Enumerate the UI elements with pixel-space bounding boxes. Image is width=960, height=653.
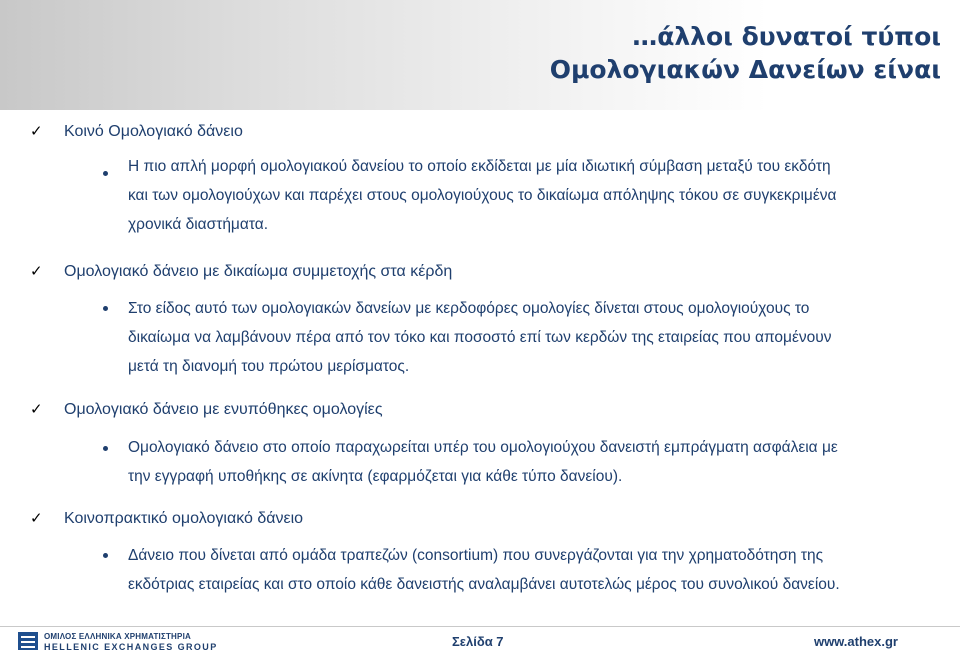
body-line: Δάνειο που δίνεται από ομάδα τραπεζών (consortium) που συνεργάζονται για την χρηματοδότηση της [128, 547, 824, 564]
page-number: Σελίδα 7 [452, 634, 504, 649]
body-line: μετά τη διανομή του πρώτου μερίσματος. [128, 358, 410, 375]
body-line: χρονικά διαστήματα. [128, 216, 268, 233]
checkmark-icon: ✓ [30, 262, 43, 280]
slide-title [550, 20, 941, 86]
title-line-1: …άλλοι δυνατοί τύποι [632, 22, 941, 51]
section-heading-text: Ομολογιακό δάνειο με ενυπόθηκες ομολογίες [64, 401, 383, 418]
body-line: Ομολογιακό δάνειο στο οποίο παραχωρείται υπέρ του ομολογιούχου δανειστή εμπράγματη ασφάλεια με [128, 439, 838, 456]
logo-text-english: HELLENIC EXCHANGES GROUP [44, 642, 218, 652]
bullet-icon [103, 306, 111, 314]
section-body [128, 152, 928, 239]
section-heading-common-bond-loan [30, 121, 930, 142]
section-heading-text: Κοινοπρακτικό ομολογιακό δάνειο [64, 510, 304, 527]
bullet-icon [103, 446, 111, 454]
bullet-icon [103, 171, 111, 179]
body-line: Στο είδος αυτό των ομολογιακών δανείων με κερδοφόρες ομολογίες δίνεται στους ομολογιούχους το [128, 300, 810, 317]
body-line: την εγγραφή υποθήκης σε ακίνητα (εφαρμόζεται για κάθε τύπο δανείου). [128, 468, 623, 485]
section-heading-text: Ομολογιακό δάνειο με δικαίωμα συμμετοχής στα κέρδη [64, 263, 453, 280]
section-body [128, 294, 928, 381]
bullet-icon [103, 553, 111, 561]
section-heading-mortgage-bonds [30, 399, 930, 420]
body-line: Η πιο απλή μορφή ομολογιακού δανείου το οποίο εκδίδεται με μία ιδιωτική σύμβαση μεταξύ του εκδότη [128, 158, 831, 175]
section-heading-profit-participation [30, 261, 930, 282]
body-line: εκδότριας εταιρείας και στο οποίο κάθε δανειστής αναλαμβάνει αυτοτελώς μέρος του συνολικού δανείου. [128, 576, 840, 593]
checkmark-icon: ✓ [30, 509, 43, 527]
title-line-2: Ομολογιακών Δανείων είναι [549, 55, 941, 84]
logo-emblem-icon [18, 632, 38, 650]
logo-text-greek: ΟΜΙΛΟΣ ΕΛΛΗΝΙΚΑ ΧΡΗΜΑΤΙΣΤΗΡΙΑ [44, 632, 191, 641]
checkmark-icon: ✓ [30, 122, 43, 140]
body-line: και των ομολογιούχων και παρέχει στους ομολογιούχους το δικαίωμα απόληψης τόκου σε συγκεκριμένα [128, 187, 837, 204]
company-logo [18, 630, 218, 652]
section-body [128, 541, 928, 599]
section-body [128, 433, 928, 491]
body-line: δικαίωμα να λαμβάνουν πέρα από τον τόκο και ποσοστό επί των κερδών της εταιρείας που απομένουν [128, 329, 832, 346]
footer-divider [0, 626, 960, 627]
checkmark-icon: ✓ [30, 400, 43, 418]
website-link[interactable]: www.athex.gr [813, 634, 898, 649]
section-heading-text: Κοινό Ομολογιακό δάνειο [64, 123, 243, 140]
section-heading-syndicated-loan [30, 508, 930, 529]
